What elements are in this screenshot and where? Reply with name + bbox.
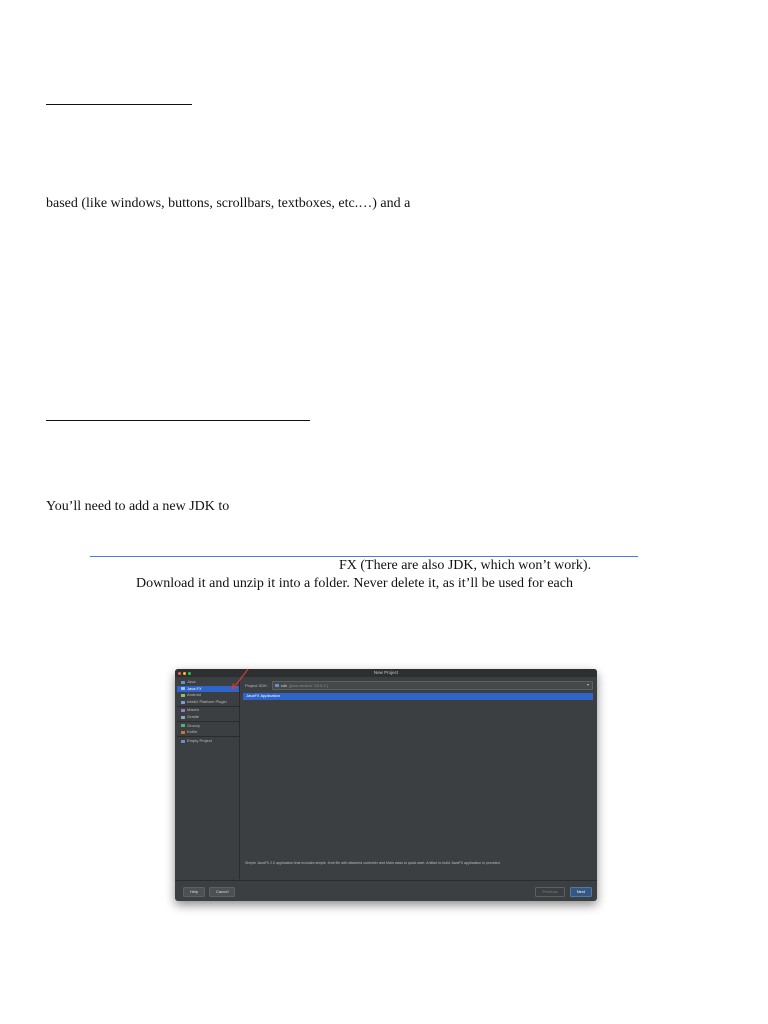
- project-type-sidebar: [177, 679, 240, 879]
- body-text-line: You’ll need to add a new JDK to: [46, 499, 230, 514]
- sidebar-item-maven[interactable]: [177, 707, 239, 714]
- chevron-down-icon: ▾: [586, 681, 589, 687]
- folder-icon: [181, 687, 185, 690]
- minimize-window-icon[interactable]: [183, 672, 186, 675]
- groovy-icon: [181, 724, 185, 727]
- dialog-footer: [175, 880, 597, 901]
- previous-button[interactable]: Previous: [535, 887, 565, 897]
- template-list: [243, 693, 593, 859]
- window-title: New Project: [373, 670, 399, 675]
- sidebar-item-kotlin[interactable]: [177, 729, 239, 736]
- template-item-javafx-application[interactable]: [243, 693, 593, 700]
- sidebar-item-label: IntelliJ Platform Plugin: [187, 698, 227, 704]
- zoom-window-icon[interactable]: [188, 672, 191, 675]
- maven-icon: [181, 709, 185, 712]
- project-sdk-row: [245, 681, 593, 689]
- body-text-line: FX (There are also JDK, which won’t work).: [339, 558, 592, 573]
- template-item-label: JavaFX Application: [246, 693, 281, 698]
- sidebar-item-empty-project[interactable]: [177, 738, 239, 745]
- sidebar-item-label: Groovy: [187, 722, 200, 728]
- next-button[interactable]: Next: [570, 887, 592, 897]
- close-window-icon[interactable]: [178, 672, 181, 675]
- gradle-icon: [181, 716, 185, 719]
- kotlin-icon: [181, 731, 185, 734]
- folder-icon: [181, 681, 185, 684]
- folder-icon: [181, 740, 185, 743]
- new-project-dialog-screenshot: [175, 669, 597, 901]
- sidebar-item-javafx[interactable]: [177, 686, 239, 693]
- sidebar-item-label: Gradle: [187, 713, 200, 719]
- sidebar-item-gradle[interactable]: [177, 714, 239, 721]
- sidebar-item-android[interactable]: [177, 692, 239, 699]
- heading-rule-1: [46, 104, 192, 105]
- sidebar-item-intellij-plugin[interactable]: [177, 699, 239, 706]
- sidebar-item-label: Kotlin: [187, 729, 198, 735]
- sidebar-item-label: Android: [187, 692, 201, 698]
- sidebar-item-label: Empty Project: [187, 737, 212, 743]
- help-button[interactable]: Help: [183, 887, 205, 897]
- project-settings-panel: [243, 679, 593, 879]
- sidebar-item-java[interactable]: [177, 679, 239, 686]
- project-sdk-dropdown[interactable]: [272, 681, 593, 690]
- sidebar-item-label: Java: [187, 679, 196, 684]
- sidebar-item-groovy[interactable]: [177, 723, 239, 730]
- body-text-line: based (like windows, buttons, scrollbars, textboxes, etc.…) and a: [46, 196, 411, 211]
- project-sdk-detail: (java version "15.0.1"): [289, 682, 329, 688]
- project-sdk-label: Project SDK:: [245, 682, 268, 688]
- body-text-line: Download it and unzip it into a folder. Never delete it, as it’ll be used for each: [136, 576, 573, 591]
- window-titlebar: [175, 669, 597, 677]
- hyperlink-underline: [90, 556, 638, 557]
- heading-rule-2: [46, 420, 310, 421]
- sidebar-item-label: Java FX: [187, 685, 202, 691]
- android-icon: [181, 694, 185, 697]
- sidebar-item-label: Maven: [187, 707, 200, 713]
- plugin-icon: [181, 701, 185, 704]
- project-sdk-value: sdk: [280, 682, 288, 688]
- cancel-button[interactable]: Cancel: [209, 887, 235, 897]
- template-description: Simple JavaFX 2.0 application that includes simple .fxml file with attached controller and Main class to quick start. Artifact to build JavaFX application is provided.: [245, 861, 501, 865]
- folder-icon: [275, 684, 279, 687]
